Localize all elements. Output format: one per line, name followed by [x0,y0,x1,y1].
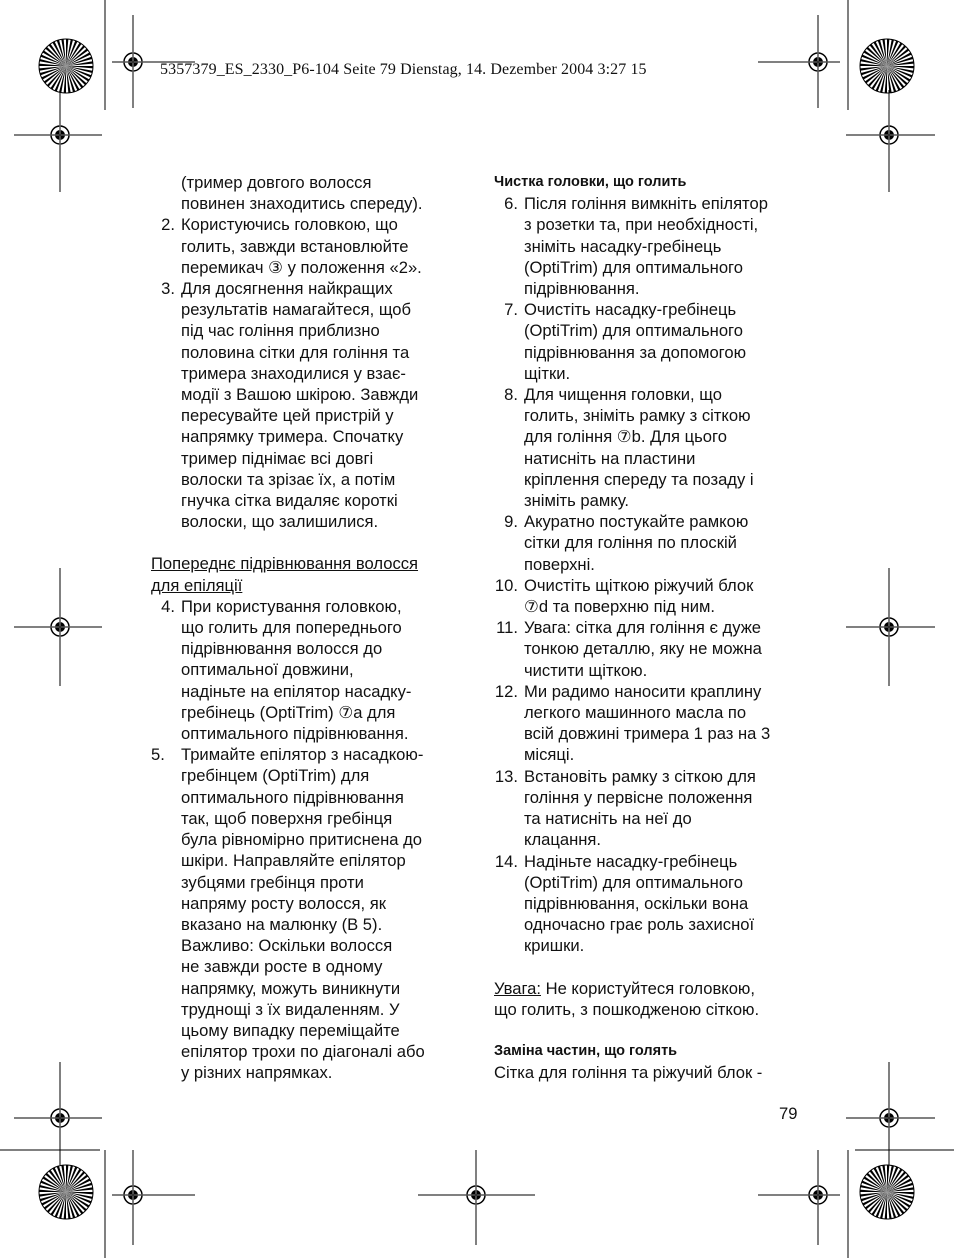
starburst-mark-top-left [39,39,93,93]
list-item-10: 10. Очистіть щіткою ріжучий блок ⑦d та поверхню під ним. [494,575,754,617]
list-item-11: 11. Увага: сітка для гоління є дуже тонкою деталлю, яку не можна чистити щіткою. [496,618,762,680]
list-item-6: 6. Після гоління вимкніть епілятор з розетки та, при необхідності, зніміть насадку-гребінець (OptiTrim) для оптимального підрівнювання. [504,194,768,299]
starburst-mark-bottom-right [860,1165,914,1219]
starburst-mark-bottom-left [39,1165,93,1219]
list-item-3: 3. Для досягнення найкращих результатів намагайтеся, щоб під час гоління приблизно половина сітки для гоління та тримера знаходилися у взає- модії з Вашою шкірою. Завжди пересувайте цей пристрій у напрямку тримера. Спочатку тример піднімає всі довгі волоски та зрізає їх, а потім гнучка сітка видаляє короткі волоски, що залишилися. [161,279,419,532]
list-item-2: 2. Користуючись головкою, що голить, завжди встановлюйте перемикач ③ у положення «2». [161,215,422,277]
list-item-7: 7. Очистіть насадку-гребінець (OptiTrim) для оптимального підрівнювання за допомогою щітки. [504,300,747,383]
starburst-mark-top-right [860,39,914,93]
section-heading-cleaning: Чистка головки, що голить [494,174,687,190]
list-item-14: 14. Надіньте насадку-гребінець (OptiTrim) для оптимального підрівнювання, оскільки вона одночасно грає роль захисної кришки. [494,851,755,956]
print-slug-header: 5357379_ES_2330_P6-104 Seite 79 Dienstag, 14. Dezember 2004 3:27 15 [160,61,647,78]
section-subheading: Попереднє підрівнювання волосся для епіляції [151,554,419,595]
replacement-text: Сітка для гоління та ріжучий блок - [494,1063,763,1083]
list-item-8: 8. Для чищення головки, що голить, зніміть рамку з сіткою для гоління ⑦b. Для цього натисніть на пластини кріплення спереду та позаду і зніміть рамку. [504,385,754,511]
continued-text: (тример довгого волосся повинен знаходитись спереду). [181,173,423,214]
list-item-9: 9. Акуратно постукайте рамкою сітки для гоління по плоскій поверхні. [504,512,749,574]
right-column [494,172,806,1083]
cleaning-steps-list [494,193,806,956]
left-column [151,172,463,1084]
list-item-12: 12. Ми радимо наносити краплину легкого машинного масла по всій довжині тримера 1 раз на 3 місяці. [494,681,771,765]
list-item-5: 5. Тримайте епілятор з насадкою- гребінцем (OptiTrim) для оптимального підрівнювання так, щоб поверхня гребінця була рівномірно притиснена до шкіри. Направляйте епілятор зубцями гребінця проти напряму росту волосся, як вказано на малюнку (В 5). Важливо: Оскільки волосся не завжди росте в одному напрямку, можуть виникнути труднощі з їх видаленням. У цьому випадку переміщайте епілятор трохи по діагоналі або у різних напрямках. [151,745,425,1083]
warning-note: Увага: Не користуйтеся головкою, що голить, з пошкодженою сіткою. [494,978,760,1019]
page-number: 79 [779,1104,798,1123]
section-heading-replacement: Заміна частин, що голять [494,1042,678,1059]
list-item-4: 4. При користування головкою, що голить для попереднього підрівнювання волосся до оптимальної довжини, надіньте на епілятор насадку- гребінець (OptiTrim) ⑦a для оптимального підрівнювання. [161,596,412,744]
list-item-13: 13. Встановіть рамку з сіткою для гоління у первісне положення та натисніть на неї до клацання. [494,766,756,850]
